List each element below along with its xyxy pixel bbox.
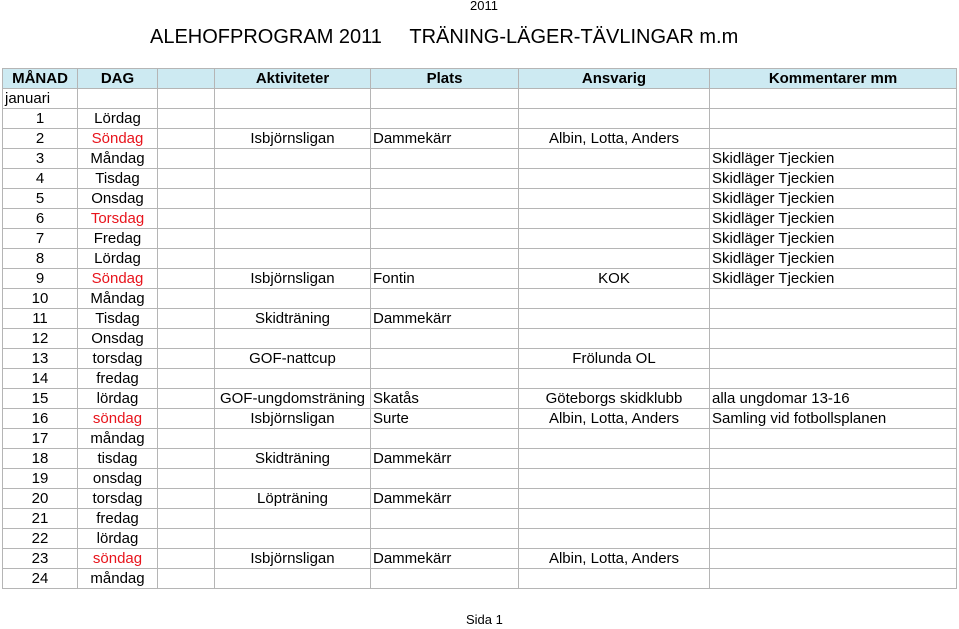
comment-cell [710, 469, 957, 489]
comment-cell [710, 449, 957, 469]
place-cell: Dammekärr [371, 549, 519, 569]
table-row [3, 229, 957, 249]
day-number-cell: 17 [3, 429, 78, 449]
place-cell [371, 329, 519, 349]
col-header-month: MÅNAD [3, 69, 78, 89]
table-row [3, 389, 957, 409]
comment-cell [710, 529, 957, 549]
blank-cell [158, 189, 215, 209]
table-row [3, 309, 957, 329]
table-row [3, 249, 957, 269]
weekday-cell: Lördag [78, 249, 158, 269]
blank-cell [158, 229, 215, 249]
place-cell [371, 169, 519, 189]
place-cell [371, 429, 519, 449]
comment-cell [710, 489, 957, 509]
comment-cell: Skidläger Tjeckien [710, 149, 957, 169]
weekday-cell: måndag [78, 569, 158, 589]
activity-cell [215, 149, 371, 169]
responsible-cell: Albin, Lotta, Anders [519, 409, 710, 429]
activity-cell: Skidträning [215, 449, 371, 469]
day-number-cell: 11 [3, 309, 78, 329]
weekday-cell: Onsdag [78, 329, 158, 349]
comment-cell: Skidläger Tjeckien [710, 209, 957, 229]
responsible-cell [519, 369, 710, 389]
comment-cell: Skidläger Tjeckien [710, 249, 957, 269]
place-cell [371, 249, 519, 269]
place-cell [371, 209, 519, 229]
activity-cell [215, 209, 371, 229]
table-row [3, 349, 957, 369]
table-row [3, 569, 957, 589]
place-cell: Dammekärr [371, 489, 519, 509]
col-header-comments: Kommentarer mm [710, 69, 957, 89]
activity-cell [215, 189, 371, 209]
day-number-cell: 20 [3, 489, 78, 509]
comment-cell [710, 289, 957, 309]
blank-cell [158, 409, 215, 429]
blank-cell [158, 429, 215, 449]
page-footer: Sida 1 [466, 612, 503, 627]
table-row [3, 169, 957, 189]
weekday-cell: Måndag [78, 149, 158, 169]
table-row [3, 189, 957, 209]
responsible-cell [519, 329, 710, 349]
weekday-cell: lördag [78, 529, 158, 549]
comment-cell: Skidläger Tjeckien [710, 269, 957, 289]
weekday-cell: Söndag [78, 269, 158, 289]
place-cell [371, 509, 519, 529]
activity-cell [215, 169, 371, 189]
place-cell: Skatås [371, 389, 519, 409]
comment-cell: Skidläger Tjeckien [710, 229, 957, 249]
responsible-cell: Frölunda OL [519, 349, 710, 369]
responsible-cell [519, 429, 710, 449]
activity-cell: Isbjörnsligan [215, 129, 371, 149]
blank-cell [158, 109, 215, 129]
weekday-cell: tisdag [78, 449, 158, 469]
responsible-cell [519, 569, 710, 589]
day-number-cell: 5 [3, 189, 78, 209]
comment-cell [710, 429, 957, 449]
blank-cell [158, 289, 215, 309]
table-row [3, 369, 957, 389]
comment-cell: Samling vid fotbollsplanen [710, 409, 957, 429]
weekday-cell: torsdag [78, 349, 158, 369]
day-number-cell: 23 [3, 549, 78, 569]
responsible-cell [519, 489, 710, 509]
day-number-cell: 21 [3, 509, 78, 529]
activity-cell: Löpträning [215, 489, 371, 509]
activity-cell [215, 369, 371, 389]
activity-cell [215, 289, 371, 309]
weekday-cell: torsdag [78, 489, 158, 509]
blank-cell [158, 269, 215, 289]
activity-cell [215, 529, 371, 549]
place-cell [371, 189, 519, 209]
blank-cell [158, 309, 215, 329]
table-row [3, 329, 957, 349]
day-number-cell: 1 [3, 109, 78, 129]
responsible-cell [519, 469, 710, 489]
month-row [3, 89, 957, 109]
weekday-cell: Måndag [78, 289, 158, 309]
activity-cell [215, 569, 371, 589]
table-row [3, 289, 957, 309]
responsible-cell: Göteborgs skidklubb [519, 389, 710, 409]
day-number-cell: 7 [3, 229, 78, 249]
responsible-cell: KOK [519, 269, 710, 289]
day-number-cell: 16 [3, 409, 78, 429]
activity-cell [215, 469, 371, 489]
comment-cell: alla ungdomar 13-16 [710, 389, 957, 409]
table-row [3, 409, 957, 429]
blank-cell [158, 549, 215, 569]
place-cell [371, 569, 519, 589]
place-cell [371, 109, 519, 129]
blank-cell [158, 249, 215, 269]
table-row [3, 109, 957, 129]
day-number-cell: 12 [3, 329, 78, 349]
responsible-cell [519, 309, 710, 329]
comment-cell [710, 329, 957, 349]
weekday-cell: Söndag [78, 129, 158, 149]
responsible-cell [519, 449, 710, 469]
year-label: 2011 [470, 0, 498, 13]
activity-cell [215, 329, 371, 349]
table-row [3, 549, 957, 569]
responsible-cell [519, 289, 710, 309]
weekday-cell: lördag [78, 389, 158, 409]
responsible-cell [519, 149, 710, 169]
place-cell [371, 529, 519, 549]
responsible-cell: Albin, Lotta, Anders [519, 129, 710, 149]
col-header-day: DAG [78, 69, 158, 89]
day-number-cell: 2 [3, 129, 78, 149]
place-cell [371, 289, 519, 309]
activity-cell: Skidträning [215, 309, 371, 329]
col-header-blank [158, 69, 215, 89]
responsible-cell [519, 169, 710, 189]
responsible-cell [519, 229, 710, 249]
month-label: januari [3, 89, 78, 109]
activity-cell: Isbjörnsligan [215, 549, 371, 569]
place-cell: Dammekärr [371, 129, 519, 149]
weekday-cell: Onsdag [78, 189, 158, 209]
comment-cell [710, 129, 957, 149]
responsible-cell: Albin, Lotta, Anders [519, 549, 710, 569]
blank-cell [158, 509, 215, 529]
activity-cell: GOF-nattcup [215, 349, 371, 369]
place-cell [371, 369, 519, 389]
responsible-cell [519, 249, 710, 269]
activity-cell [215, 429, 371, 449]
responsible-cell [519, 189, 710, 209]
blank-cell [158, 369, 215, 389]
activity-cell [215, 109, 371, 129]
responsible-cell [519, 529, 710, 549]
table-row [3, 449, 957, 469]
weekday-cell: Fredag [78, 229, 158, 249]
comment-cell [710, 349, 957, 369]
day-number-cell: 14 [3, 369, 78, 389]
day-number-cell: 15 [3, 389, 78, 409]
place-cell: Dammekärr [371, 449, 519, 469]
weekday-cell: måndag [78, 429, 158, 449]
activity-cell [215, 249, 371, 269]
table-row [3, 509, 957, 529]
weekday-cell: onsdag [78, 469, 158, 489]
blank-cell [158, 129, 215, 149]
col-header-activities: Aktiviteter [215, 69, 371, 89]
weekday-cell: Torsdag [78, 209, 158, 229]
day-number-cell: 8 [3, 249, 78, 269]
blank-cell [158, 329, 215, 349]
col-header-responsible: Ansvarig [519, 69, 710, 89]
activity-cell: Isbjörnsligan [215, 409, 371, 429]
activity-cell: GOF-ungdomsträning [215, 389, 371, 409]
responsible-cell [519, 109, 710, 129]
blank-cell [158, 489, 215, 509]
comment-cell [710, 569, 957, 589]
weekday-cell: fredag [78, 369, 158, 389]
place-cell [371, 229, 519, 249]
blank-cell [158, 529, 215, 549]
day-number-cell: 22 [3, 529, 78, 549]
day-number-cell: 19 [3, 469, 78, 489]
table-row [3, 149, 957, 169]
blank-cell [158, 449, 215, 469]
blank-cell [158, 209, 215, 229]
blank-cell [158, 389, 215, 409]
comment-cell [710, 509, 957, 529]
comment-cell [710, 369, 957, 389]
day-number-cell: 13 [3, 349, 78, 369]
blank-cell [158, 349, 215, 369]
day-number-cell: 24 [3, 569, 78, 589]
place-cell: Dammekärr [371, 309, 519, 329]
place-cell [371, 149, 519, 169]
page-title: ALEHOFPROGRAM 2011 TRÄNING-LÄGER-TÄVLINGAR m.m [150, 26, 739, 48]
comment-cell: Skidläger Tjeckien [710, 169, 957, 189]
day-number-cell: 6 [3, 209, 78, 229]
responsible-cell [519, 209, 710, 229]
comment-cell [710, 109, 957, 129]
comment-cell [710, 309, 957, 329]
weekday-cell: fredag [78, 509, 158, 529]
table-row [3, 529, 957, 549]
day-number-cell: 9 [3, 269, 78, 289]
comment-cell [710, 549, 957, 569]
place-cell: Fontin [371, 269, 519, 289]
blank-cell [158, 169, 215, 189]
weekday-cell: söndag [78, 549, 158, 569]
table-row [3, 209, 957, 229]
table-header-row [3, 69, 957, 89]
place-cell: Surte [371, 409, 519, 429]
place-cell [371, 469, 519, 489]
schedule-table [2, 68, 957, 589]
table-row [3, 489, 957, 509]
table-row [3, 429, 957, 449]
table-row [3, 129, 957, 149]
blank-cell [158, 149, 215, 169]
day-number-cell: 18 [3, 449, 78, 469]
table-row [3, 469, 957, 489]
table-row [3, 269, 957, 289]
col-header-place: Plats [371, 69, 519, 89]
weekday-cell: Tisdag [78, 169, 158, 189]
day-number-cell: 10 [3, 289, 78, 309]
activity-cell: Isbjörnsligan [215, 269, 371, 289]
comment-cell: Skidläger Tjeckien [710, 189, 957, 209]
blank-cell [158, 569, 215, 589]
place-cell [371, 349, 519, 369]
weekday-cell: Lördag [78, 109, 158, 129]
activity-cell [215, 509, 371, 529]
weekday-cell: Tisdag [78, 309, 158, 329]
blank-cell [158, 469, 215, 489]
activity-cell [215, 229, 371, 249]
weekday-cell: söndag [78, 409, 158, 429]
day-number-cell: 3 [3, 149, 78, 169]
day-number-cell: 4 [3, 169, 78, 189]
responsible-cell [519, 509, 710, 529]
